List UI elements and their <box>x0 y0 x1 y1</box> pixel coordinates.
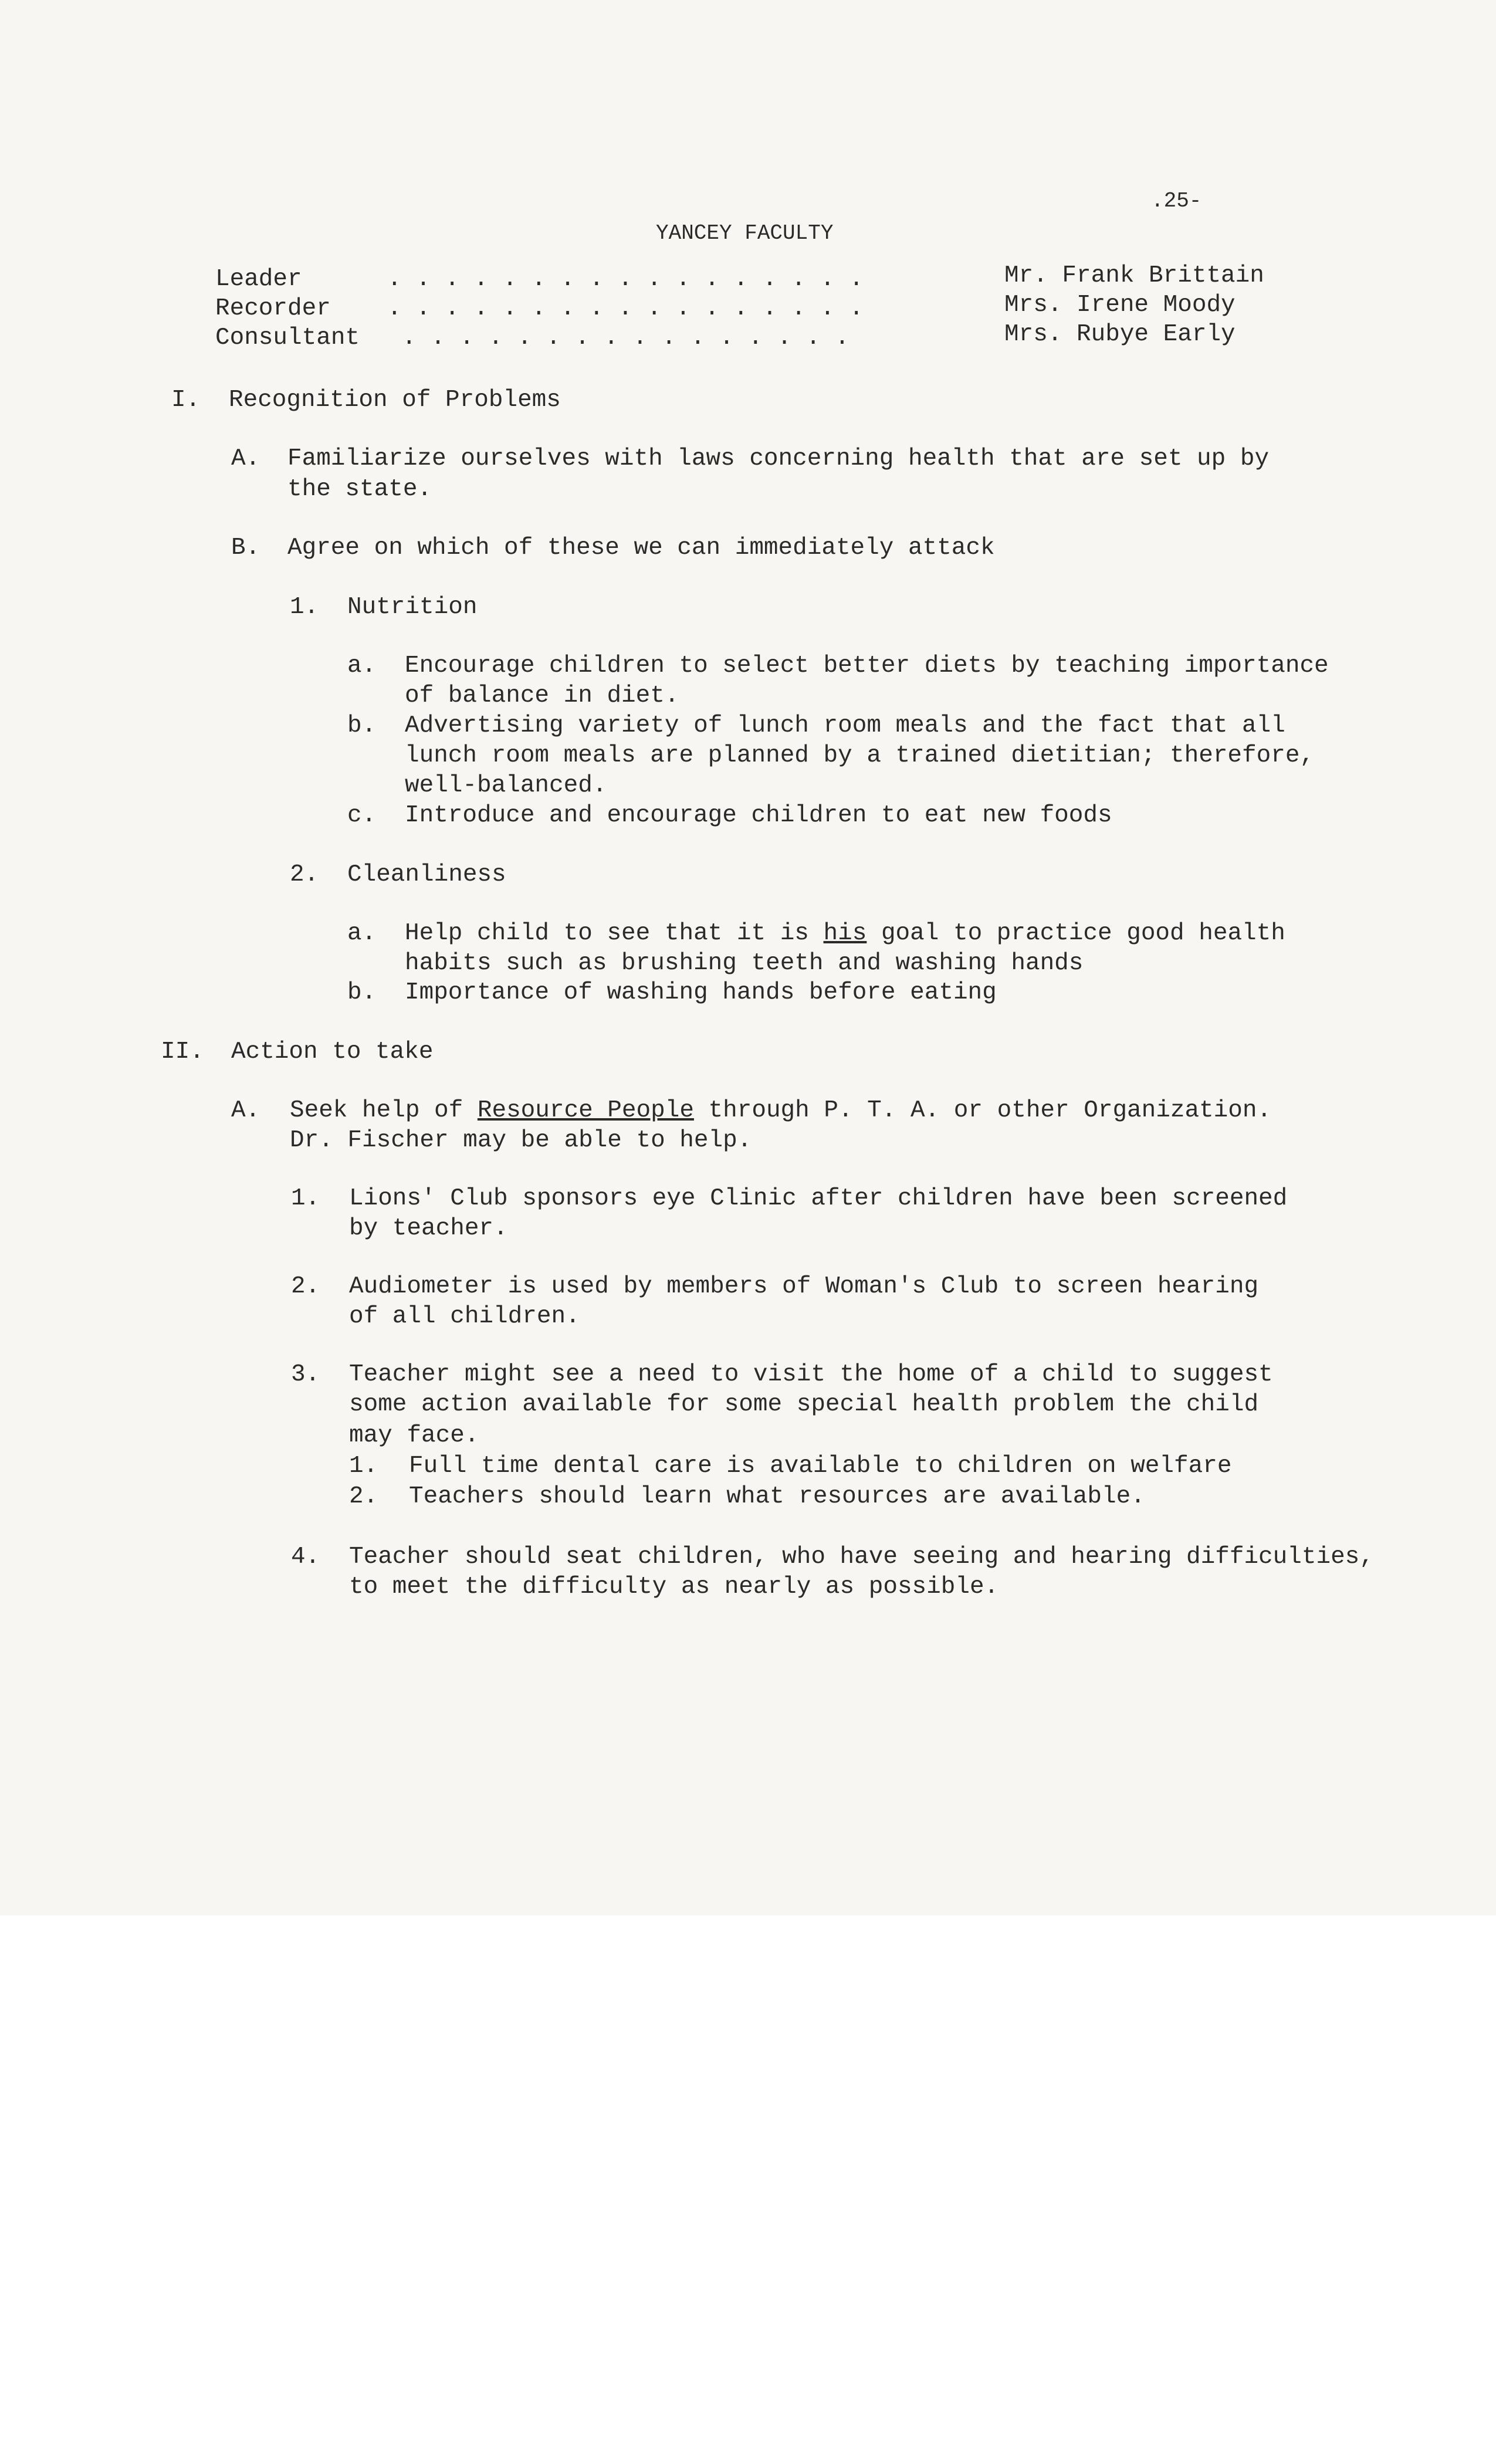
action-3-sub1-text: Full time dental care is available to children on welfare <box>409 1453 1232 1480</box>
consultant-name: Mrs. Rubye Early <box>1004 321 1236 348</box>
cleanliness-b-text: Importance of washing hands before eating <box>405 979 997 1006</box>
cleanliness-heading: Cleanliness <box>347 861 506 888</box>
action-3-text: Teacher might see a need to visit the home of a child to suggest <box>349 1361 1273 1388</box>
section2-A-text-cont: Dr. Fischer may be able to help. <box>290 1127 752 1154</box>
cleanliness-a-number: a. <box>347 920 377 947</box>
action-4-text-cont: to meet the difficulty as nearly as possible. <box>349 1573 999 1600</box>
action-4-number: 4. <box>291 1544 320 1571</box>
section2-A-post: through P. T. A. or other Organization. <box>693 1097 1272 1124</box>
item-A-number: A. <box>231 445 260 472</box>
recorder-name: Mrs. Irene Moody <box>1004 292 1236 319</box>
consultant-dots: . . . . . . . . . . . . . . . . <box>402 324 849 351</box>
section1-number: I. <box>171 387 201 414</box>
nutrition-b-text: Advertising variety of lunch room meals and the fact that all <box>405 712 1285 739</box>
section2-A-underlined: Resource People <box>477 1097 694 1124</box>
nutrition-a-number: a. <box>347 652 377 679</box>
action-1-number: 1. <box>291 1185 320 1212</box>
leader-name: Mr. Frank Brittain <box>1004 262 1264 289</box>
action-3-sub1-number: 1. <box>349 1453 378 1480</box>
nutrition-a-text: Encourage children to select better diets by teaching importance <box>405 652 1329 679</box>
role-label-leader: Leader <box>215 266 302 293</box>
nutrition-a-text-cont: of balance in diet. <box>405 682 679 709</box>
action-2-text-cont: of all children. <box>349 1303 580 1330</box>
item-B-text: Agree on which of these we can immediately attack <box>287 534 995 561</box>
action-3-sub2-text: Teachers should learn what resources are available. <box>409 1483 1145 1510</box>
section1-heading: Recognition of Problems <box>229 387 561 414</box>
action-1-text-cont: by teacher. <box>349 1215 508 1242</box>
nutrition-heading: Nutrition <box>347 594 478 621</box>
action-2-text: Audiometer is used by members of Woman's Club to screen hearing <box>349 1273 1259 1300</box>
nutrition-b-text-cont: lunch room meals are planned by a trained dietitian; therefore, <box>405 742 1315 769</box>
item-A-text-cont: the state. <box>287 476 432 503</box>
action-3-text-cont: some action available for some special health problem the child <box>349 1391 1259 1418</box>
cleanliness-b-number: b. <box>347 979 377 1006</box>
section2-A-number: A. <box>231 1097 260 1124</box>
action-4-text: Teacher should seat children, who have seeing and hearing difficulties, <box>349 1544 1374 1571</box>
role-label-consultant: Consultant <box>215 324 360 351</box>
action-2-number: 2. <box>291 1273 320 1300</box>
nutrition-c-number: c. <box>347 802 377 829</box>
section2-heading: Action to take <box>231 1038 434 1065</box>
nutrition-c-text: Introduce and encourage children to eat new foods <box>405 802 1112 829</box>
action-1-text: Lions' Club sponsors eye Clinic after children have been screened <box>349 1185 1288 1212</box>
nutrition-b-text-cont2: well-balanced. <box>405 772 607 799</box>
recorder-dots: . . . . . . . . . . . . . . . . . <box>387 295 864 322</box>
action-3-number: 3. <box>291 1361 320 1388</box>
cleanliness-a-text-cont: habits such as brushing teeth and washing hands <box>405 950 1084 977</box>
item-B-number: B. <box>231 534 260 561</box>
cleanliness-a-text <box>405 922 1285 946</box>
cleanliness-a-pre: Help child to see that it is <box>405 920 824 947</box>
leader-dots: . . . . . . . . . . . . . . . . . <box>387 266 864 293</box>
page-number: .25- <box>1151 189 1202 213</box>
section2-A-pre: Seek help of <box>290 1097 478 1124</box>
cleanliness-a-post: goal to practice good health <box>867 920 1285 947</box>
section2-number: II. <box>161 1038 204 1065</box>
action-3-text-cont2: may face. <box>349 1422 479 1449</box>
nutrition-number: 1. <box>290 594 319 621</box>
document-title: YANCEY FACULTY <box>656 221 834 245</box>
section2-A-text <box>290 1099 1271 1123</box>
cleanliness-a-underlined: his <box>823 920 867 947</box>
item-A-text: Familiarize ourselves with laws concerning health that are set up by <box>287 445 1270 472</box>
nutrition-b-number: b. <box>347 712 377 739</box>
role-label-recorder: Recorder <box>215 295 331 322</box>
cleanliness-number: 2. <box>290 861 319 888</box>
action-3-sub2-number: 2. <box>349 1483 378 1510</box>
